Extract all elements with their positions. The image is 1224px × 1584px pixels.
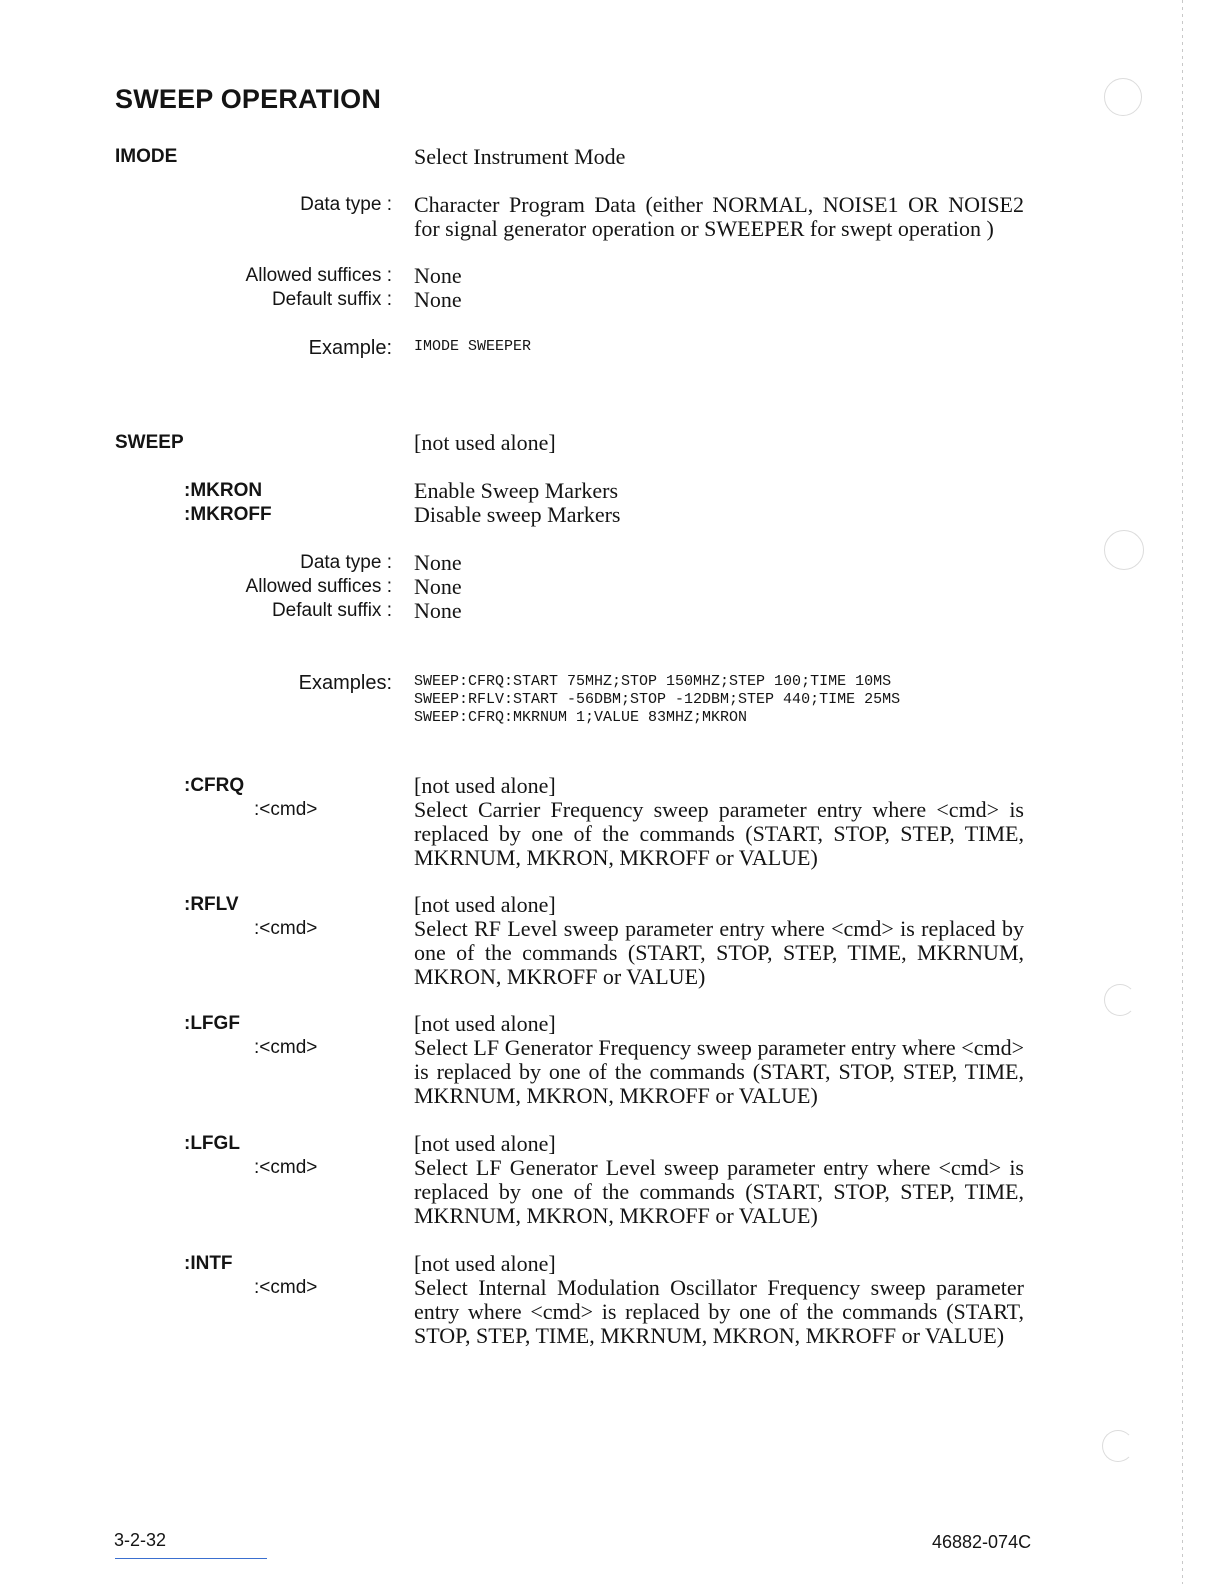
rflv-sub-command: :<cmd> [254,918,318,939]
lfgl-command: :LFGL [184,1133,240,1154]
punch-hole-lower [1104,984,1136,1016]
imode-description: Select Instrument Mode [414,144,626,169]
imode-example-label: Example: [308,337,392,359]
imode-allowed-suffices-value: None [414,263,462,288]
sweep-data-type-value: None [414,550,462,575]
sweep-examples-label: Examples: [298,672,392,694]
imode-default-suffix-label: Default suffix : [271,289,392,310]
rflv-description: Select RF Level sweep parameter entry where <cmd> is replaced by one of the commands (START, STOP, STEP, TIME, MKRNUM, MKRON, MKROFF or VALUE) [414,916,1024,989]
sweep-default-suffix-value: None [414,598,462,623]
imode-data-type-label: Data type : [300,194,392,215]
mkroff-description: Disable sweep Markers [414,502,621,527]
lfgl-description: Select LF Generator Level sweep parameter entry where <cmd> is replaced by one of the commands (START, STOP, STEP, TIME, MKRNUM, MKRON, MKROFF or VALUE) [414,1155,1024,1228]
sweep-allowed-suffices-label: Allowed suffices : [245,576,392,597]
intf-command: :INTF [184,1253,233,1274]
lfgf-sub-command: :<cmd> [254,1037,318,1058]
rflv-not-used: [not used alone] [414,892,556,917]
imode-command: IMODE [115,146,178,167]
mkron-command: :MKRON [184,480,263,501]
imode-default-suffix-value: None [414,287,462,312]
sweep-example-2: SWEEP:RFLV:START -56DBM;STOP -12DBM;STEP 440;TIME 25MS [414,691,901,708]
lfgl-sub-command: :<cmd> [254,1157,318,1178]
punch-hole-middle [1104,530,1144,570]
cfrq-not-used: [not used alone] [414,773,556,798]
imode-data-type-value: Character Program Data (either NORMAL, NOISE1 OR NOISE2 for signal generator operation or SWEEPER for swept operation ) [414,192,1024,241]
cfrq-command: :CFRQ [184,775,245,796]
imode-example-code: IMODE SWEEPER [414,338,532,355]
lfgf-description: Select LF Generator Frequency sweep parameter entry where <cmd> is replaced by one of the commands (START, STOP, STEP, TIME, MKRNUM, MKRON, MKROFF or VALUE) [414,1035,1024,1108]
mkroff-command: :MKROFF [184,504,272,525]
page-number: 3-2-32 [114,1530,167,1550]
lfgf-command: :LFGF [184,1013,240,1034]
intf-sub-command: :<cmd> [254,1277,318,1298]
lfgf-not-used: [not used alone] [414,1011,556,1036]
imode-allowed-suffices-label: Allowed suffices : [245,265,392,286]
footer-rule [115,1558,267,1559]
lfgl-not-used: [not used alone] [414,1131,556,1156]
sweep-example-1: SWEEP:CFRQ:START 75MHZ;STOP 150MHZ;STEP 100;TIME 10MS [414,673,892,690]
intf-description: Select Internal Modulation Oscillator Frequency sweep parameter entry where <cmd> is replaced by one of the commands (START, STOP, STEP, TIME, MKRNUM, MKRON, MKROFF or VALUE) [414,1275,1024,1348]
mkron-description: Enable Sweep Markers [414,478,619,503]
cfrq-description: Select Carrier Frequency sweep parameter entry where <cmd> is replaced by one of the commands (START, STOP, STEP, TIME, MKRNUM, MKRON, MKROFF or VALUE) [414,797,1024,870]
sweep-data-type-label: Data type : [300,552,392,573]
sweep-command: SWEEP [115,432,184,453]
sweep-description: [not used alone] [414,430,556,455]
sweep-default-suffix-label: Default suffix : [271,600,392,621]
intf-not-used: [not used alone] [414,1251,556,1276]
rflv-command: :RFLV [184,894,239,915]
cfrq-sub-command: :<cmd> [254,799,318,820]
document-number: 46882-074C [932,1532,1032,1552]
sweep-example-3: SWEEP:CFRQ:MKRNUM 1;VALUE 83MHZ;MKRON [414,709,748,726]
page-title: SWEEP OPERATION [115,84,382,114]
punch-hole-top [1104,78,1142,116]
punch-hole-bottom [1102,1430,1134,1462]
binding-edge [1182,0,1183,1584]
sweep-allowed-suffices-value: None [414,574,462,599]
